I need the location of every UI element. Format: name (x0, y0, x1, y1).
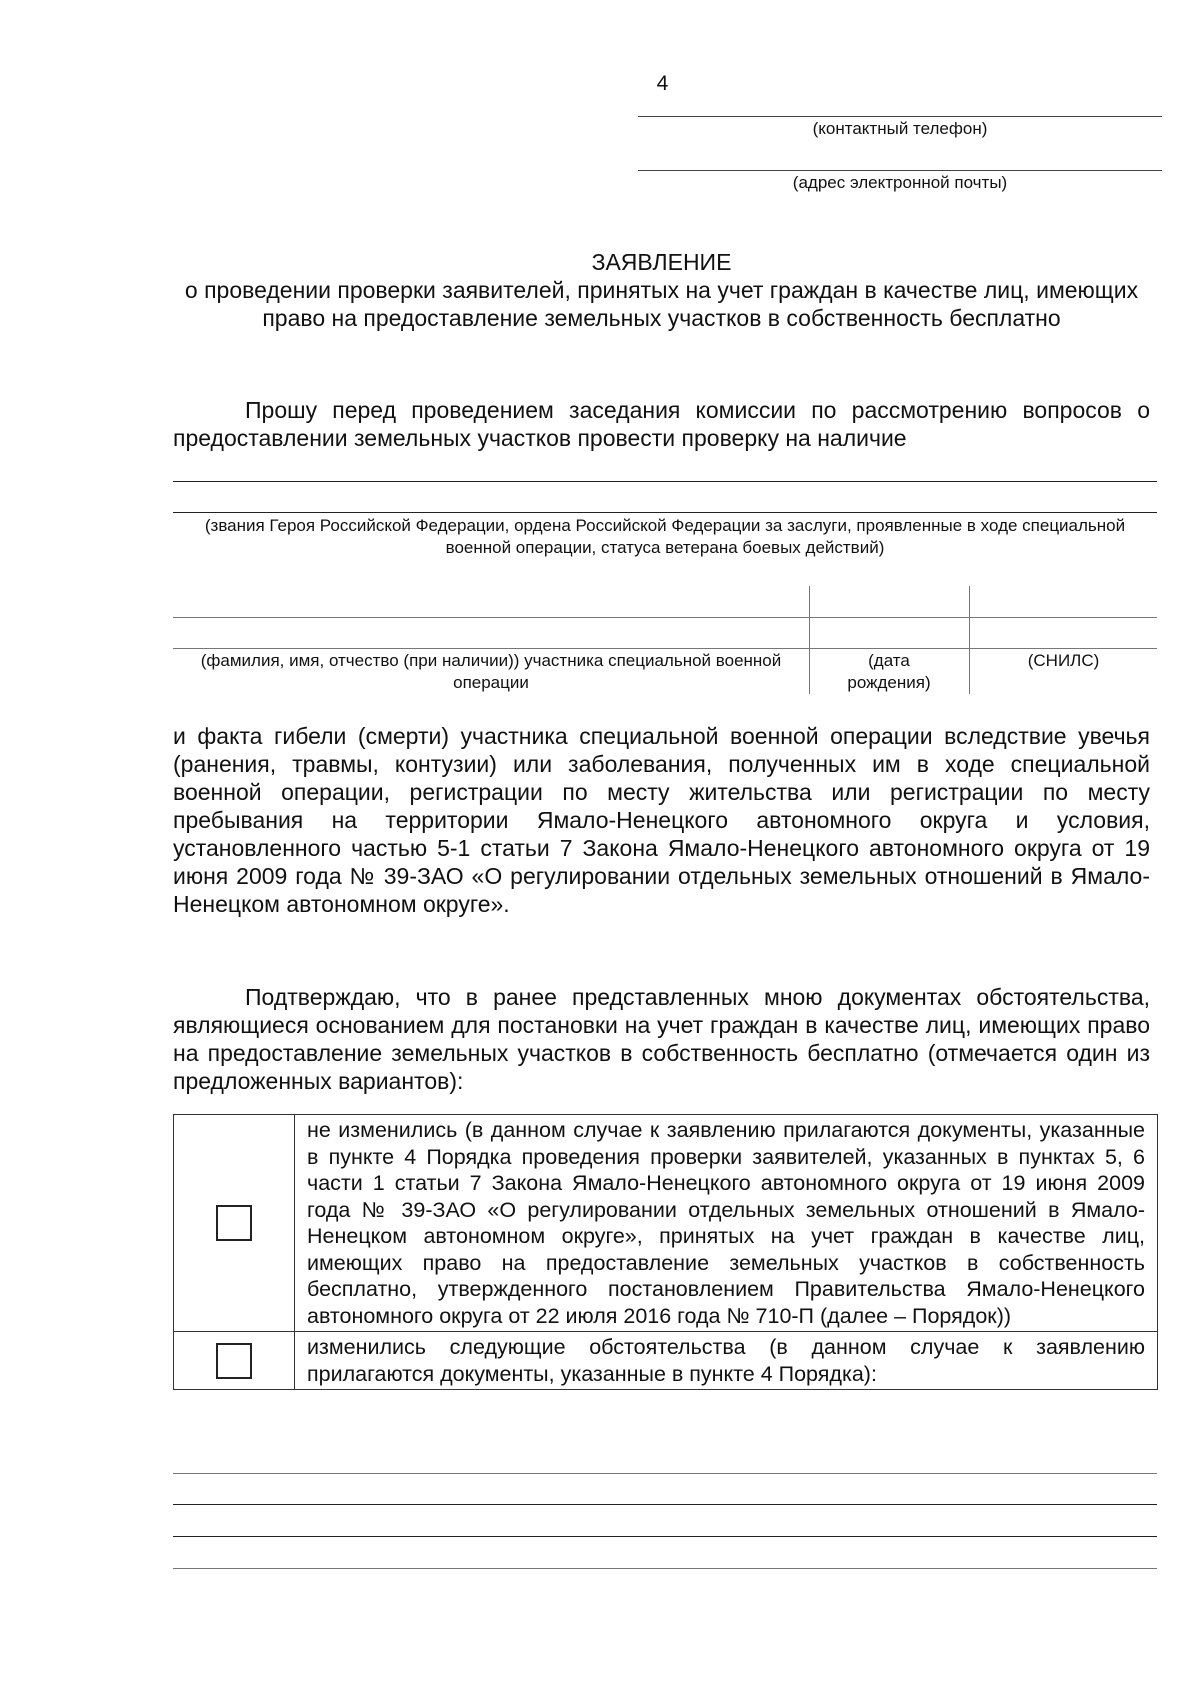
circumstances-fill-line-4[interactable] (173, 1568, 1157, 1569)
confirm-paragraph: Подтверждаю, что в ранее представленных мною документах обстоятельства, являющиеся основанием для постановки на учет граждан в качестве лиц, имеющих право на предоставление земельных участков в собственность бесплатно (отмечается один из предложенных вариантов): (173, 984, 1150, 1094)
option-row-changed (174, 1332, 1158, 1390)
option-text-unchanged: не изменились (в данном случае к заявлению прилагаются документы, указанные в пункте 4 Порядка проведения проверки заявителей, указанных в пунктах 5, 6 части 1 статьи 7 Закона Ямало-Ненецкого автономного округа от 19 июня 2009 года № 39-ЗАО «О регулировании отдельных земельных отношений в Ямало-Ненецком автономном округе», принятых на учет граждан в качестве лиц, имеющих право на предоставление земельных участков в собственность бесплатно, утвержденного постановлением Правительства Ямало-Ненецкого автономного округа от 22 июля 2016 года № 710-П (далее – Порядок)) (295, 1115, 1158, 1332)
title-heading: ЗАЯВЛЕНИЕ (591, 249, 732, 275)
option-checkbox-cell (174, 1115, 295, 1332)
unchanged-checkbox[interactable] (216, 1205, 252, 1241)
email-line[interactable] (638, 170, 1162, 171)
page-number: 4 (656, 72, 669, 95)
participant-fill-line-2[interactable] (173, 648, 1157, 649)
status-fill-line-2[interactable] (173, 512, 1157, 513)
birth-date-caption: (дата рождения) (847, 651, 931, 692)
option-text-changed: изменились следующие обстоятельства (в данном случае к заявлению прилагаются документы, указанные в пункте 4 Порядка): (295, 1332, 1158, 1390)
snils-caption: (СНИЛС) (1027, 651, 1100, 670)
death-paragraph: и факта гибели (смерти) участника специальной военной операции вследствие увечья (ранения, травмы, контузии) или заболевания, полученных им в ходе специальной военной операции, регистрации по месту жительства или регистрации по месту пребывания на территории Ямало-Ненецкого автономного округа и условия, установленного частью 5-1 статьи 7 Закона Ямало-Ненецкого автономного округа от 19 июня 2009 года № 39-ЗАО «О регулировании отдельных земельных отношений в Ямало-Ненецком автономном округе». (173, 723, 1150, 917)
participant-fill-line-1[interactable] (173, 617, 1157, 618)
changed-checkbox[interactable] (216, 1343, 252, 1379)
circumstances-fill-line-2[interactable] (173, 1504, 1157, 1505)
request-paragraph: Прошу перед проведением заседания комиссии по рассмотрению вопросов о предоставлении земельных участков провести проверку на наличие (173, 397, 1150, 451)
option-checkbox-cell (174, 1332, 295, 1390)
circumstances-fill-line-1[interactable] (173, 1473, 1157, 1474)
participant-column-divider-2 (969, 586, 970, 694)
options-table (173, 1114, 1158, 1390)
circumstances-fill-line-3[interactable] (173, 1536, 1157, 1537)
contact-phone-line[interactable] (638, 116, 1162, 117)
status-caption: (звания Героя Российской Федерации, ордена Российской Федерации за заслуги, проявленные в ходе специальной военной операции, статуса ветерана боевых действий) (204, 516, 1126, 557)
status-fill-line-1[interactable] (173, 481, 1157, 482)
contact-phone-caption: (контактный телефон) (812, 119, 988, 138)
option-row-unchanged (174, 1115, 1158, 1332)
title-subtitle: о проведении проверки заявителей, принятых на учет граждан в качестве лиц, имеющих право на предоставление земельных участков в собственность бесплатно (184, 277, 1139, 331)
fio-caption: (фамилия, имя, отчество (при наличии)) участника специальной военной операции (200, 651, 782, 692)
participant-column-divider-1 (809, 586, 810, 694)
email-caption: (адрес электронной почты) (792, 173, 1008, 192)
document-title (173, 248, 1150, 332)
